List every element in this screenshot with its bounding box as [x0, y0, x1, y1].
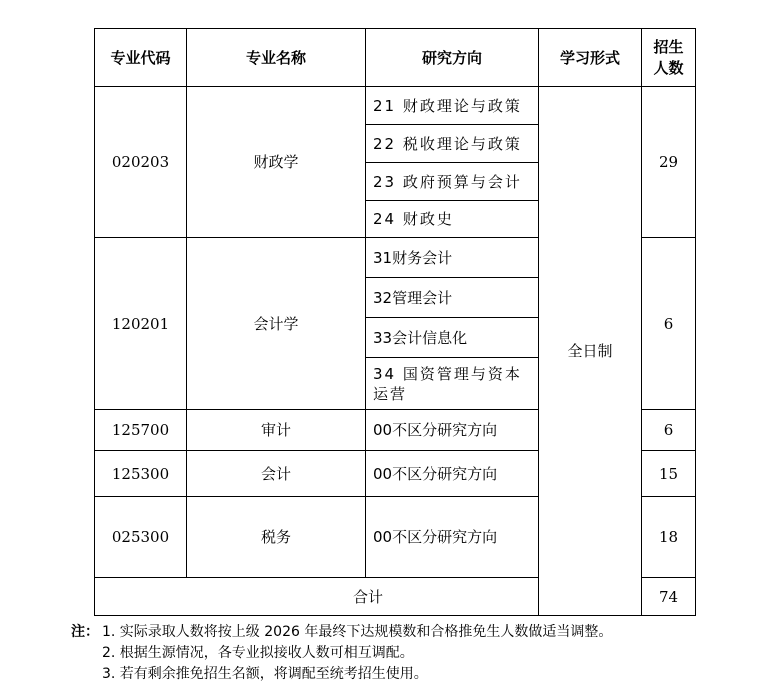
- direction-cell: 00不区分研究方向: [366, 451, 539, 497]
- major-code-cell: 020203: [95, 87, 187, 238]
- table-row: [95, 87, 696, 125]
- header-code: 专业代码: [95, 29, 187, 87]
- direction-cell: 22 税收理论与政策: [366, 125, 539, 163]
- header-mode: 学习形式: [539, 29, 642, 87]
- major-name-cell: 财政学: [187, 87, 366, 238]
- header-quota-text: 招生人数: [653, 37, 684, 77]
- note-item: 2. 根据生源情况，各专业拟接收人数可相互调配。: [102, 645, 414, 661]
- quota-cell: 18: [642, 497, 696, 578]
- direction-cell: 34 国资管理与资本运营: [366, 358, 539, 410]
- notes: [71, 622, 761, 685]
- quota-cell: 6: [642, 410, 696, 451]
- header-row: [95, 29, 696, 87]
- major-code-cell: 125700: [95, 410, 187, 451]
- header-direction: 研究方向: [366, 29, 539, 87]
- direction-cell: 31财务会计: [366, 238, 539, 278]
- direction-cell: 32管理会计: [366, 278, 539, 318]
- major-code-cell: 125300: [95, 451, 187, 497]
- major-name-cell: 审计: [187, 410, 366, 451]
- direction-cell: 33会计信息化: [366, 318, 539, 358]
- notes-label: 注：: [71, 624, 99, 640]
- major-code-cell: 120201: [95, 238, 187, 410]
- quota-cell: 15: [642, 451, 696, 497]
- header-quota: [642, 29, 696, 87]
- total-row: [95, 578, 696, 616]
- note-line: [71, 622, 761, 643]
- quota-cell: 29: [642, 87, 696, 238]
- study-mode-cell: 全日制: [539, 87, 642, 616]
- total-label: 合计: [95, 578, 642, 616]
- quota-cell: 6: [642, 238, 696, 410]
- major-name-cell: 税务: [187, 497, 366, 578]
- major-code-cell: 025300: [95, 497, 187, 578]
- header-name: 专业名称: [187, 29, 366, 87]
- note-item: 1. 实际录取人数将按上级 2026 年最终下达规模数和合格推免生人数做适当调整。: [102, 624, 613, 640]
- direction-cell: 21 财政理论与政策: [366, 87, 539, 125]
- direction-cell: 00不区分研究方向: [366, 497, 539, 578]
- total-value: 74: [642, 578, 696, 616]
- direction-cell: 23 政府预算与会计: [366, 163, 539, 201]
- major-name-cell: 会计: [187, 451, 366, 497]
- note-item: 3. 若有剩余推免招生名额，将调配至统考招生使用。: [102, 666, 428, 682]
- direction-cell: 24 财政史: [366, 201, 539, 238]
- note-line: [71, 643, 761, 664]
- admissions-table: [94, 28, 696, 616]
- direction-cell: 00不区分研究方向: [366, 410, 539, 451]
- note-line: [71, 664, 761, 685]
- major-name-cell: 会计学: [187, 238, 366, 410]
